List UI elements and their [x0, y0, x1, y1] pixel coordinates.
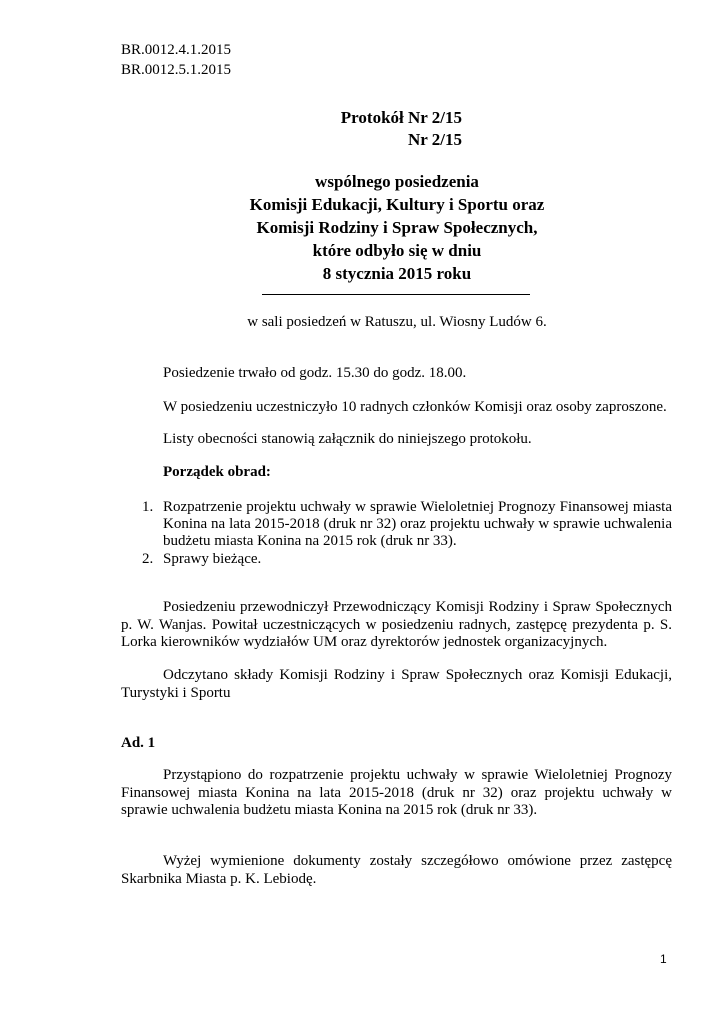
- page-number: 1: [660, 952, 667, 966]
- agenda-item-text: Sprawy bieżące.: [163, 551, 262, 567]
- ad1-heading: Ad. 1: [121, 735, 156, 751]
- heading-line: wspólnego posiedzenia: [315, 172, 479, 191]
- ad1-paragraph: Przystąpiono do rozpatrzenie projektu uchwały w sprawie Wieloletniej Prognozy Finansowej miasta Konina na lata 2015-2018 (druk nr 32) oraz projektu uchwały w sprawie uchwalenia budżetu miasta Konina na 2015 rok (druk nr 33).: [121, 767, 672, 818]
- intro-attendance-lists: Listy obecności stanowią załącznik do niniejszego protokołu.: [163, 431, 532, 447]
- agenda-item: [121, 499, 672, 550]
- paragraph-chairman: Posiedzeniu przewodniczył Przewodniczący Komisji Rodziny i Spraw Społecznych p. W. Wanjas. Powitał uczestniczących w posiedzeniu radnych, zastępcę prezydenta p. S. Lorka kierowników wydziałów UM oraz dyrektorów jednostek organizacyjnych.: [121, 599, 672, 650]
- agenda-item-number: 1.: [142, 499, 154, 515]
- ad1-paragraph: Wyżej wymienione dokumenty zostały szczegółowo omówione przez zastępcę Skarbnika Miasta p. K. Lebiodę.: [121, 853, 672, 887]
- divider: [262, 294, 530, 295]
- heading-line: które odbyło się w dniu: [312, 241, 482, 260]
- agenda-item: [121, 551, 672, 568]
- reference-number-2: BR.0012.5.1.2015: [121, 62, 232, 78]
- agenda-heading: Porządek obrad:: [163, 464, 271, 480]
- reference-number-1: BR.0012.4.1.2015: [121, 42, 232, 58]
- document-title-number: Nr 2/15: [408, 130, 462, 149]
- heading-line: Komisji Rodziny i Spraw Społecznych,: [256, 218, 538, 237]
- paragraph-committees: Odczytano składy Komisji Rodziny i Spraw Społecznych oraz Komisji Edukacji, Turystyki i Sportu: [121, 667, 672, 701]
- meeting-location: w sali posiedzeń w Ratuszu, ul. Wiosny Ludów 6.: [247, 314, 547, 330]
- agenda-item-number: 2.: [142, 551, 154, 567]
- document-title: Protokół Nr 2/15: [340, 108, 462, 127]
- meeting-date: 8 stycznia 2015 roku: [322, 264, 472, 283]
- intro-attendance: W posiedzeniu uczestniczyło 10 radnych członków Komisji oraz osoby zaproszone.: [163, 399, 667, 415]
- agenda-item-text: Rozpatrzenie projektu uchwały w sprawie Wieloletniej Prognozy Finansowej miasta Konina na lata 2015-2018 (druk nr 32) oraz projektu uchwały w sprawie uchwalenia budżetu miasta Konina na 2015 rok (druk nr 33).: [163, 499, 672, 549]
- intro-duration: Posiedzenie trwało od godz. 15.30 do godz. 18.00.: [163, 365, 467, 381]
- heading-line: Komisji Edukacji, Kultury i Sportu oraz: [249, 195, 545, 214]
